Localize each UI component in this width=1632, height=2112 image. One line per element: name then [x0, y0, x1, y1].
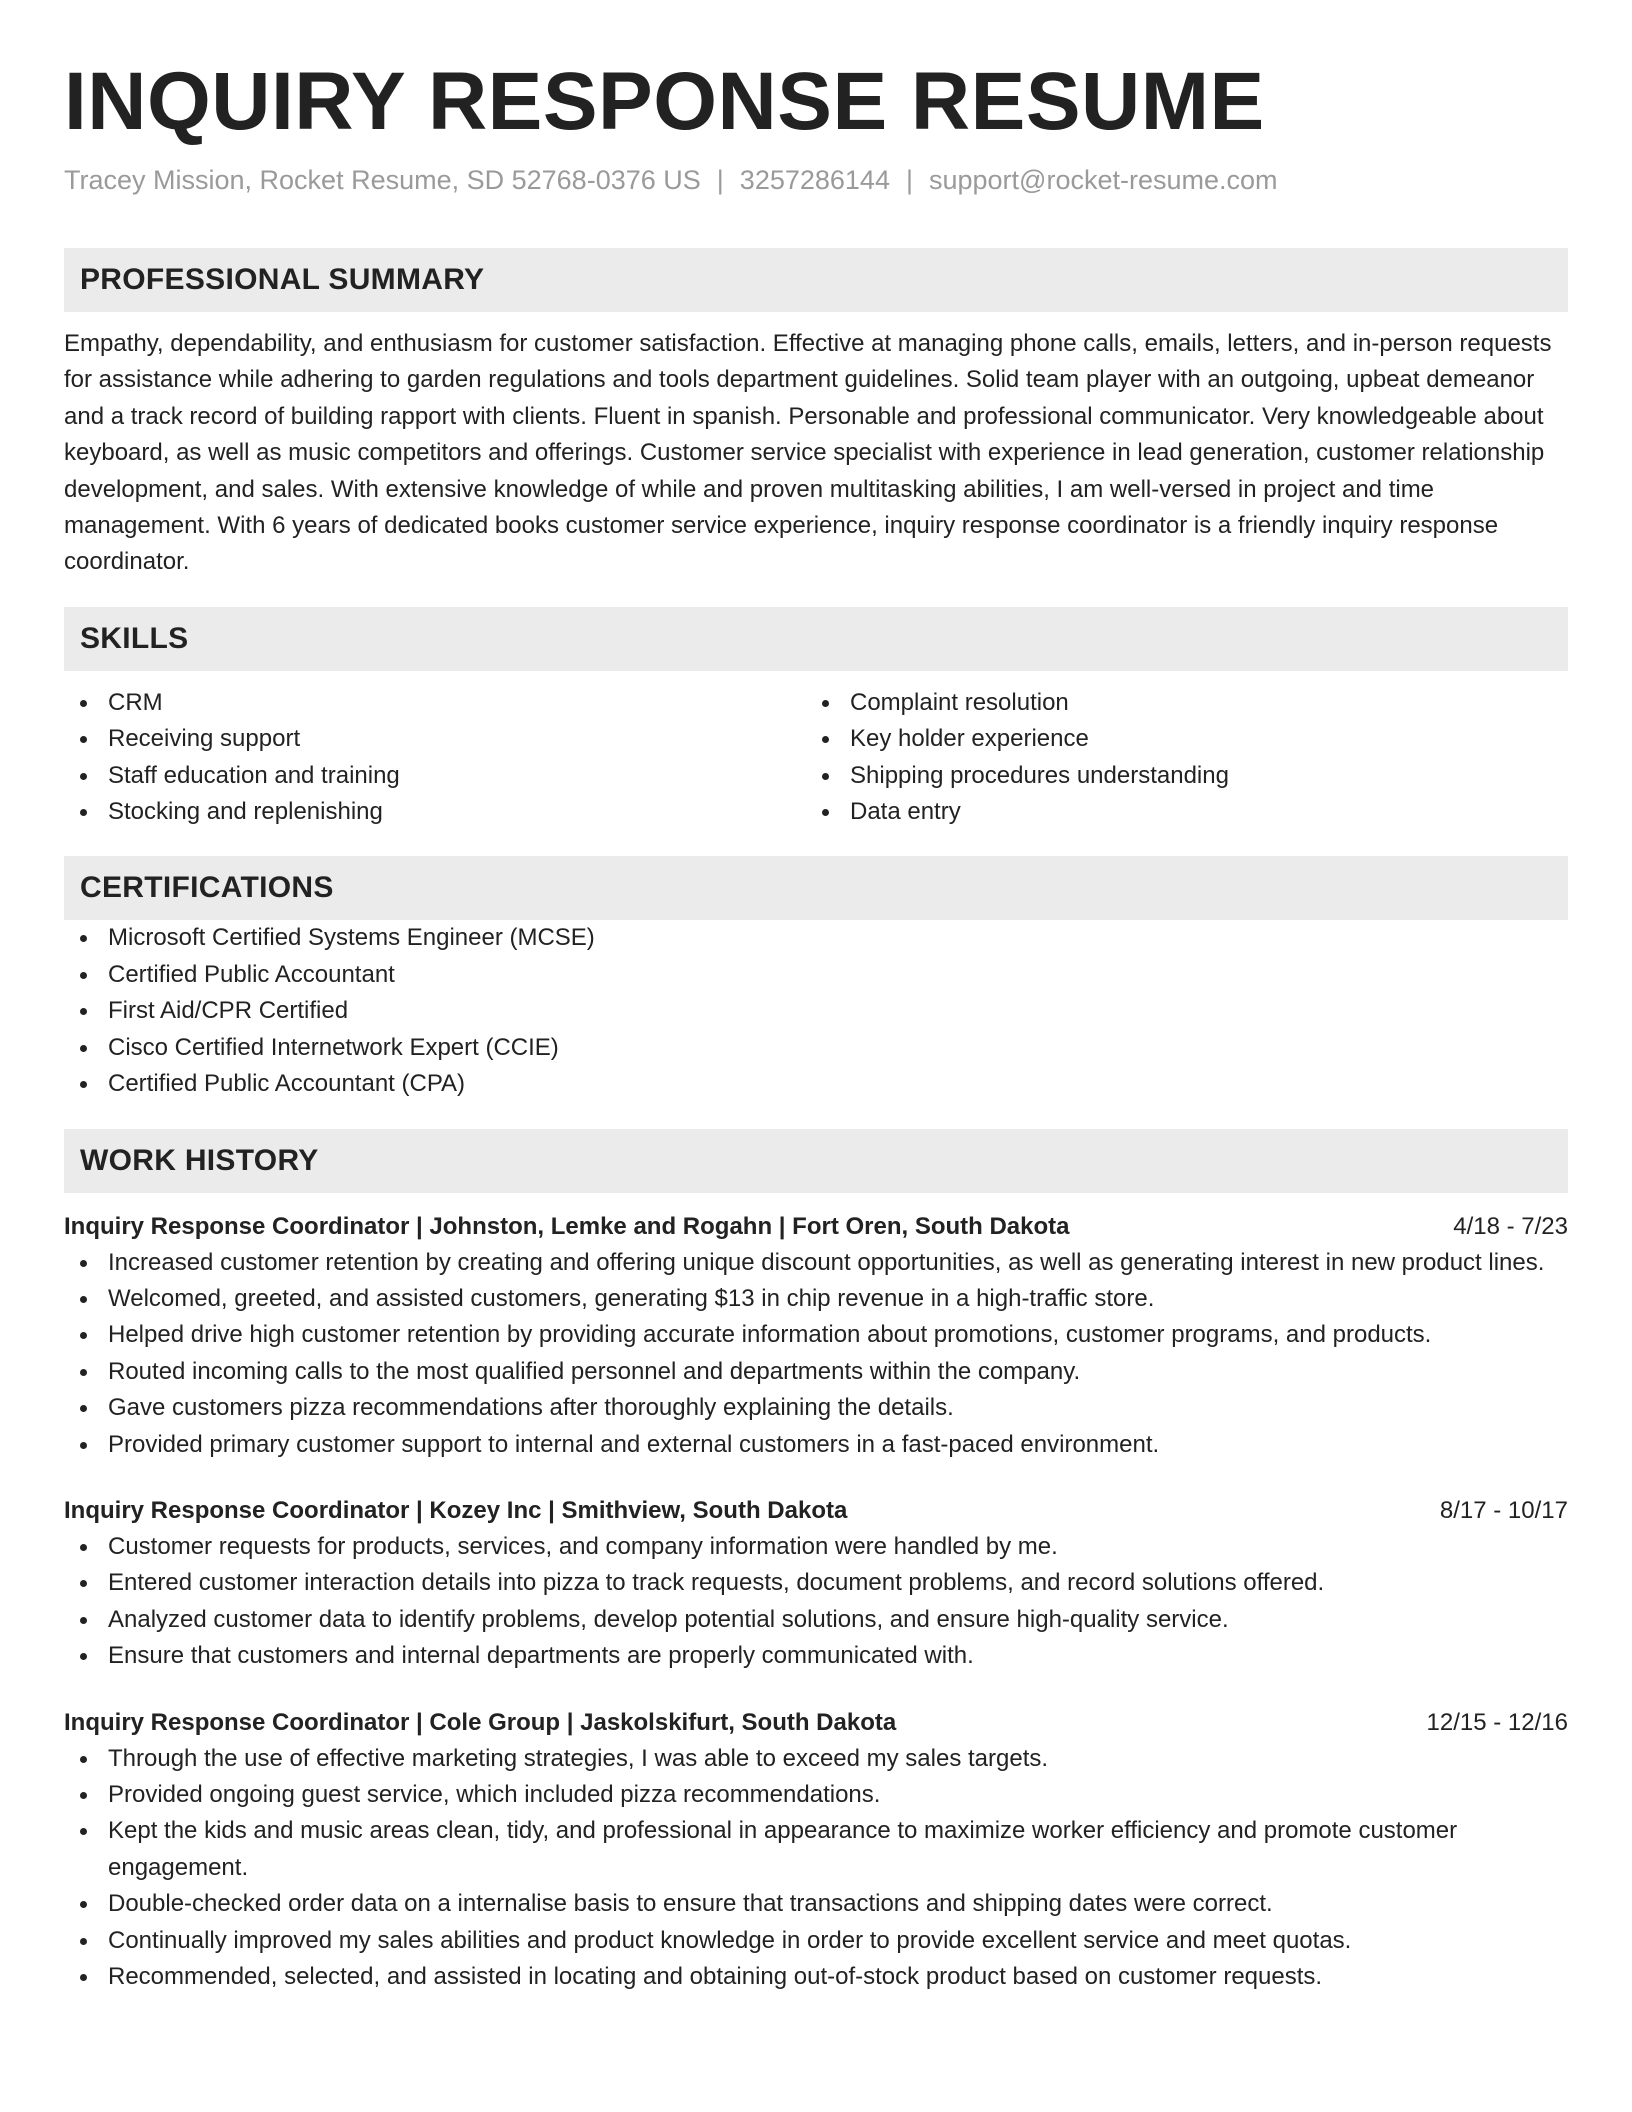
- job-bullet: Through the use of effective marketing strategies, I was able to exceed my sales targets.: [64, 1741, 1568, 1777]
- job-dates: 12/15 - 12/16: [1426, 1708, 1568, 1736]
- section-header-certifications: CERTIFICATIONS: [64, 856, 1568, 920]
- job-title: Inquiry Response Coordinator | Kozey Inc | Smithview, South Dakota: [64, 1496, 848, 1524]
- job-heading: [64, 1209, 1568, 1245]
- job-bullet: Customer requests for products, services, and company information were handled by me.: [64, 1529, 1568, 1565]
- job-bullet-list: [64, 1529, 1568, 1675]
- job-dates: 4/18 - 7/23: [1453, 1212, 1568, 1240]
- section-header-work-history: WORK HISTORY: [64, 1129, 1568, 1193]
- skill-item: CRM: [64, 685, 806, 721]
- certification-item: Microsoft Certified Systems Engineer (MCSE): [64, 920, 1568, 956]
- skill-item: Stocking and replenishing: [64, 794, 806, 830]
- skills-grid: [64, 685, 1568, 831]
- certification-item: Cisco Certified Internetwork Expert (CCIE): [64, 1030, 1568, 1066]
- job-heading: [64, 1493, 1568, 1529]
- skills-list-right: [806, 685, 1548, 831]
- contact-line: [64, 162, 1568, 198]
- job-entry: [64, 1493, 1568, 1675]
- skill-item: Shipping procedures understanding: [806, 758, 1548, 794]
- skill-item: Receiving support: [64, 721, 806, 757]
- contact-email: support@rocket-resume.com: [928, 165, 1278, 195]
- skills-list-left: [64, 685, 806, 831]
- skill-item: Complaint resolution: [806, 685, 1548, 721]
- summary-text: Empathy, dependability, and enthusiasm for customer satisfaction. Effective at managing phone calls, emails, letters, and in-person requests for assistance while adhering to garden regulations and tools department guidelines. Solid team player with an outgoing, upbeat demeanor and a track record of building rapport with clients. Fluent in spanish. Personable and professional communicator. Very knowledgeable about keyboard, as well as music competitors and offerings. Customer service specialist with experience in lead generation, customer relationship development, and sales. With extensive knowledge of while and proven multitasking abilities, I am well-versed in project and time management. With 6 years of dedicated books customer service experience, inquiry response coordinator is a friendly inquiry response coordinator.: [64, 330, 1552, 576]
- job-bullet: Provided ongoing guest service, which included pizza recommendations.: [64, 1777, 1568, 1813]
- job-dates: 8/17 - 10/17: [1439, 1496, 1568, 1524]
- job-bullet: Ensure that customers and internal departments are properly communicated with.: [64, 1638, 1568, 1674]
- job-bullet-list: [64, 1741, 1568, 1996]
- contact-address: Tracey Mission, Rocket Resume, SD 52768-0376 US: [64, 165, 701, 195]
- skill-item: Staff education and training: [64, 758, 806, 794]
- section-header-professional-summary: PROFESSIONAL SUMMARY: [64, 248, 1568, 312]
- job-entry: [64, 1705, 1568, 1996]
- certifications-list: [64, 920, 1568, 1102]
- skill-item: Key holder experience: [806, 721, 1548, 757]
- job-bullet: Analyzed customer data to identify problems, develop potential solutions, and ensure high-quality service.: [64, 1602, 1568, 1638]
- job-bullet: Kept the kids and music areas clean, tidy, and professional in appearance to maximize worker efficiency and promote customer engagement.: [64, 1813, 1568, 1886]
- contact-separator: |: [716, 165, 724, 195]
- skill-item: Data entry: [806, 794, 1548, 830]
- certification-item: Certified Public Accountant (CPA): [64, 1066, 1568, 1102]
- job-bullet: Increased customer retention by creating and offering unique discount opportunities, as well as generating interest in new product lines.: [64, 1245, 1568, 1281]
- job-bullet: Entered customer interaction details into pizza to track requests, document problems, and record solutions offered.: [64, 1565, 1568, 1601]
- resume-title: INQUIRY RESPONSE RESUME: [64, 56, 1265, 147]
- contact-separator: |: [905, 165, 913, 195]
- job-bullet-list: [64, 1245, 1568, 1463]
- job-bullet: Recommended, selected, and assisted in locating and obtaining out-of-stock product based on customer requests.: [64, 1959, 1568, 1995]
- job-bullet: Routed incoming calls to the most qualified personnel and departments within the company.: [64, 1354, 1568, 1390]
- job-title: Inquiry Response Coordinator | Johnston, Lemke and Rogahn | Fort Oren, South Dakota: [64, 1212, 1070, 1240]
- job-bullet: Provided primary customer support to internal and external customers in a fast-paced environment.: [64, 1427, 1568, 1463]
- certification-item: Certified Public Accountant: [64, 957, 1568, 993]
- job-bullet: Gave customers pizza recommendations after thoroughly explaining the details.: [64, 1390, 1568, 1426]
- section-header-skills: SKILLS: [64, 607, 1568, 671]
- job-bullet: Continually improved my sales abilities and product knowledge in order to provide excellent service and meet quotas.: [64, 1923, 1568, 1959]
- job-heading: [64, 1705, 1568, 1741]
- job-entry: [64, 1209, 1568, 1463]
- job-bullet: Double-checked order data on a internalise basis to ensure that transactions and shipping dates were correct.: [64, 1886, 1568, 1922]
- certification-item: First Aid/CPR Certified: [64, 993, 1568, 1029]
- job-title: Inquiry Response Coordinator | Cole Group | Jaskolskifurt, South Dakota: [64, 1708, 897, 1736]
- contact-phone: 3257286144: [739, 165, 890, 195]
- job-bullet: Welcomed, greeted, and assisted customers, generating $13 in chip revenue in a high-traffic store.: [64, 1281, 1568, 1317]
- job-bullet: Helped drive high customer retention by providing accurate information about promotions, customer programs, and products.: [64, 1317, 1568, 1353]
